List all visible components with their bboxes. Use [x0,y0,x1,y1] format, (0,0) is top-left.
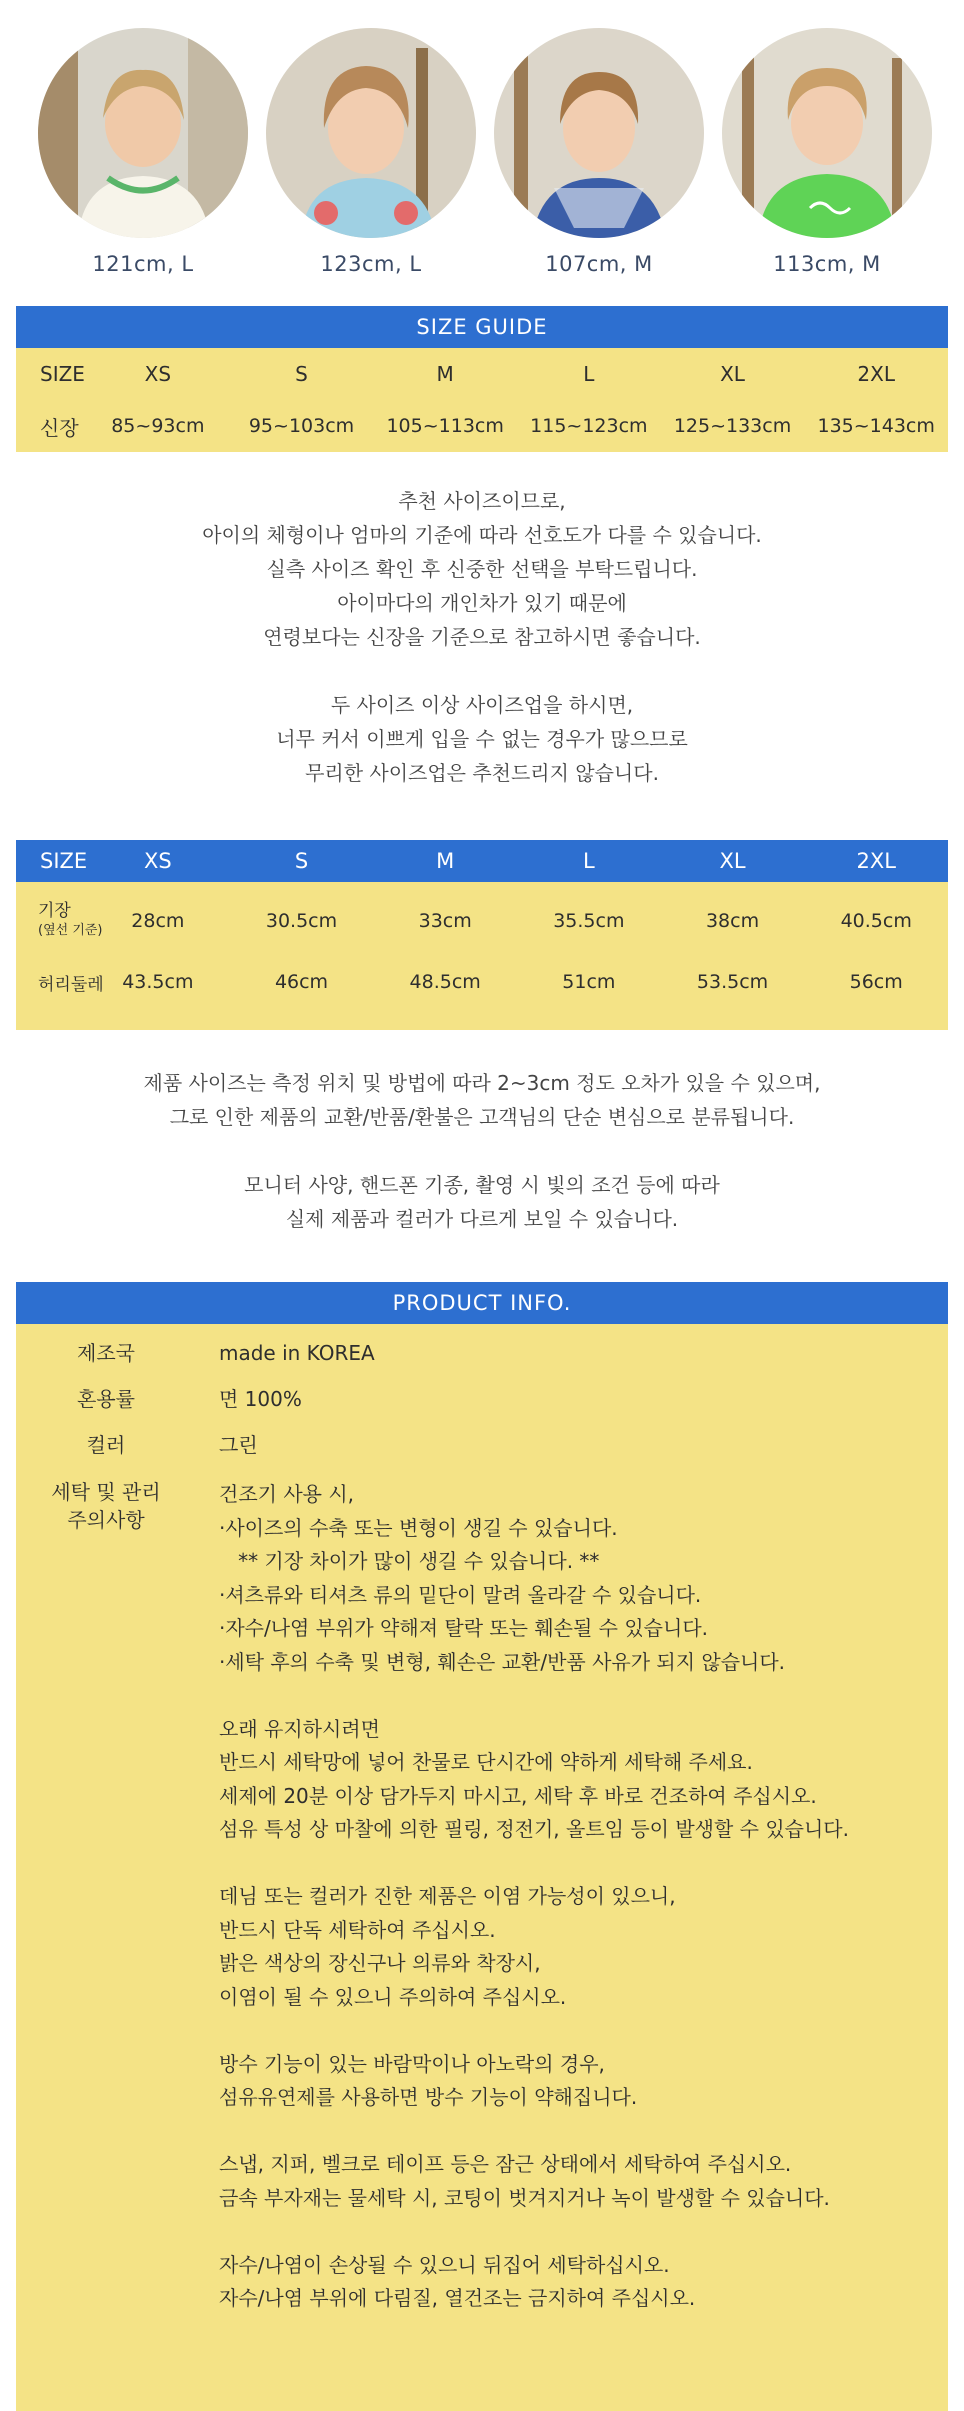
color-value: 그린 [219,1433,258,1457]
care-line: 섬유유연제를 사용하면 방수 기능이 약해집니다. [219,2085,638,2109]
model-photo [722,28,932,238]
table-cell: L [583,362,595,386]
table-cell: 46cm [274,971,329,993]
table-cell: 2XL [857,362,895,386]
spacer [219,1679,849,1713]
model-caption: 107cm, M [545,252,653,276]
notice-line: 실제 제품과 컬러가 다르게 보일 수 있습니다. [285,1207,679,1231]
care-line: 이염이 될 수 있으니 주의하여 주십시오. [219,1984,567,2009]
spacer [219,1847,849,1881]
table-cell: 38cm [705,910,760,932]
care-line: 방수 기능이 있는 바람막이나 아노락의 경우, [219,2051,605,2076]
table-cell: 125~133cm [673,415,792,437]
care-line: 자수/나염이 손상될 수 있으니 뒤집어 세탁하십시오. [219,2252,670,2277]
care-line: ·사이즈의 수축 또는 변형이 생길 수 있습니다. [219,1515,618,1540]
model-card [266,28,476,276]
table-cell: 56cm [849,971,903,993]
notice-line: 그로 인한 제품의 교환/반품/환불은 고객님의 단순 변심으로 분류됩니다. [169,1105,795,1129]
spacer [219,2115,849,2149]
care-line: 데님 또는 컬러가 진한 제품은 이염 가능성이 있으니, [219,1884,676,1908]
table-cell: 30.5cm [265,910,338,932]
advice-line: 너무 커서 이쁘게 입을 수 없는 경우가 많으므로 [276,727,688,751]
size-advice [0,484,964,790]
model-card [722,28,932,276]
model-caption: 123cm, L [320,252,422,276]
notice-line: 모니터 사양, 핸드폰 기종, 촬영 시 빛의 조건 등에 따라 [244,1173,720,1197]
measure-table [16,882,948,1030]
product-info-title: PRODUCT INFO. [392,1291,572,1315]
model-caption: 121cm, L [92,252,194,276]
table-cell: 48.5cm [409,971,481,993]
model-card [38,28,248,276]
origin-value: made in KOREA [219,1341,375,1365]
table-cell: XL [719,849,746,873]
spacer [0,1134,964,1168]
care-line: 스냅, 지퍼, 벨크로 테이프 등은 잠근 상태에서 세탁하여 주십시오. [219,2152,792,2176]
table-cell: L [583,849,595,873]
advice-line: 아이의 체형이나 엄마의 기준에 따라 선호도가 다를 수 있습니다. [202,523,762,547]
table-cell: S [294,849,309,873]
table-cell: 40.5cm [840,910,912,932]
care-label-line: 세탁 및 관리 [51,1480,161,1504]
care-label [16,1478,196,1534]
model-photo [38,28,248,238]
length-sub-label: (옆선 기준) [38,923,103,938]
advice-line: 실측 사이즈 확인 후 신중한 선택을 부탁드립니다. [266,557,698,581]
color-label: 컬러 [86,1433,126,1457]
care-line: ·자수/나염 부위가 약해져 탈락 또는 훼손될 수 있습니다. [219,1616,708,1640]
model-photo [266,28,476,238]
waist-row [16,954,948,1010]
care-line: 반드시 단독 세탁하여 주십시오. [219,1917,496,1942]
care-line: 오래 유지하시려면 [219,1716,380,1741]
advice-line: 추천 사이즈이므로, [398,489,566,513]
care-line: 반드시 세탁망에 넣어 찬물로 단시간에 약하게 세탁해 주세요. [219,1750,753,1774]
care-line: ·셔츠류와 티셔츠 류의 밑단이 말려 올라갈 수 있습니다. [219,1582,702,1607]
table-cell: 28cm [131,910,185,932]
table-cell: SIZE [40,362,85,386]
table-cell: M [436,849,455,873]
table-cell: XS [144,362,172,386]
model-card [494,28,704,276]
table-cell: 105~113cm [386,415,504,437]
table-cell: 85~93cm [111,415,205,437]
size-notice [0,1066,964,1236]
advice-line: 무리한 사이즈업은 추천드리지 않습니다. [305,761,659,785]
material-label: 혼용률 [77,1387,135,1411]
product-info-header [16,1282,948,1324]
material-value: 면 100% [219,1387,302,1411]
origin-label: 제조국 [77,1341,135,1365]
size-guide-height-row [16,400,948,452]
care-line: ** 기장 차이가 많이 생길 수 있습니다. ** [219,1549,600,1573]
table-cell: M [436,362,454,386]
table-cell: 95~103cm [248,415,355,437]
table-cell: 51cm [562,971,616,993]
care-label-line: 주의사항 [67,1508,145,1532]
table-cell: SIZE [40,849,88,873]
spacer [219,2014,849,2048]
measure-header-row [16,840,948,882]
care-line: 금속 부자재는 물세탁 시, 코팅이 벗겨지거나 녹이 발생할 수 있습니다. [219,2185,830,2210]
care-line: 세제에 20분 이상 담가두지 마시고, 세탁 후 바로 건조하여 주십시오. [219,1783,817,1808]
spacer [0,654,964,688]
table-cell: 53.5cm [696,971,769,993]
care-line: 섬유 특성 상 마찰에 의한 필링, 정전기, 올트임 등이 발생할 수 있습니다. [219,1817,849,1841]
length-label-cell [16,901,103,941]
table-cell: XL [720,362,745,386]
table-cell: 115~123cm [530,415,648,437]
table-cell: S [295,362,308,386]
advice-line: 아이마다의 개인차가 있기 때문에 [337,591,627,615]
size-guide-table [16,348,948,452]
table-cell: 43.5cm [122,971,194,993]
advice-line: 두 사이즈 이상 사이즈업을 하시면, [330,693,634,717]
size-guide-title: SIZE GUIDE [416,315,548,339]
notice-line: 제품 사이즈는 측정 위치 및 방법에 따라 2~3cm 정도 오차가 있을 수 있으며, [143,1071,821,1095]
table-cell: 35.5cm [553,910,625,932]
advice-line: 연령보다는 신장을 기준으로 참고하시면 좋습니다. [263,625,701,649]
table-cell: 135~143cm [817,415,935,437]
model-photos [0,0,964,300]
table-cell: 33cm [418,910,472,932]
size-guide-header [16,306,948,348]
length-label: 기장 [38,901,71,921]
care-line: 밝은 색상의 장신구나 의류와 착장시, [219,1951,541,1975]
table-cell: XS [143,849,172,873]
care-line: 건조기 사용 시, [219,1482,354,1506]
care-line: 자수/나염 부위에 다림질, 열건조는 금지하여 주십시오. [219,2286,696,2310]
spacer [219,2215,849,2249]
care-instructions [219,1478,849,2316]
care-line: ·세탁 후의 수축 및 변형, 훼손은 교환/반품 사유가 되지 않습니다. [219,1649,786,1674]
table-cell: 2XL [856,849,896,873]
length-row [16,882,948,954]
table-cell: 허리둘레 [38,974,104,995]
model-caption: 113cm, M [773,252,881,276]
model-photo [494,28,704,238]
table-cell: 신장 [40,415,79,440]
size-guide-header-row [16,348,948,400]
